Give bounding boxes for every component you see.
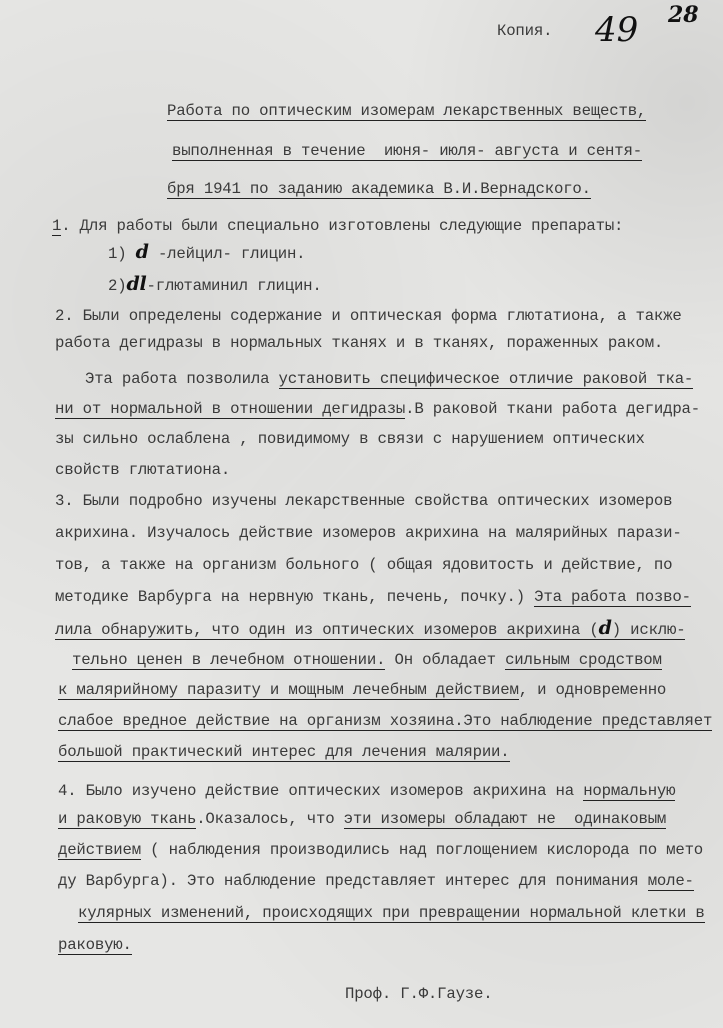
handwritten-annotation: d [135, 241, 149, 263]
underlined-text: к малярийному паразиту и мощным лечебным действием [58, 681, 519, 699]
text-segment: -глютаминил глицин. [146, 277, 322, 295]
text-line [58, 712, 712, 730]
text-segment: ду Варбурга). Это наблюдение представляет интерес для понимания [58, 872, 648, 890]
text-line [108, 275, 322, 295]
underlined-text: нормальную [583, 782, 676, 800]
text-line [58, 782, 675, 800]
underlined-text: ) исклю- [611, 621, 686, 639]
text-line [55, 307, 682, 325]
text-segment: . Для работы были специально изготовлены следующие препараты: [61, 217, 624, 235]
underlined-text: лила обнаружить, что один из оптических изомеров акрихина ( [55, 621, 599, 639]
text-line [58, 810, 666, 828]
underlined-text: ни от нормальной в отношении дегидразы [55, 400, 406, 418]
title-line-1 [167, 102, 646, 120]
text-segment: тов, а также на организм больного ( общая ядовитость и действие, по [55, 556, 673, 574]
text-segment: свойств глютатиона. [55, 461, 231, 479]
underlined-text: большой практический интерес для лечения малярии. [58, 743, 510, 761]
text-segment: 2. Были определены содержание и оптическая форма глютатиона, а также [55, 307, 682, 325]
text-line [58, 872, 694, 890]
underlined-text: выполненная в течение июня- июля- августа и сентя- [172, 142, 642, 160]
text-segment: -лейцил- глицин. [148, 245, 306, 263]
underlined-text: эти изомеры обладают не одинаковым [343, 810, 667, 828]
text-segment: 4. Было изучено действие оптических изомеров акрихина на [58, 782, 584, 800]
text-line [52, 217, 623, 235]
handwritten-annotation: dl [126, 273, 147, 295]
text-line [58, 841, 703, 859]
text-line [108, 243, 305, 263]
text-segment: Проф. Г.Ф.Гаузе. [345, 985, 493, 1003]
signature [345, 985, 492, 1003]
underlined-text: сильным сродством [505, 651, 662, 669]
underlined-text: действием [58, 841, 141, 859]
text-segment: Он обладает [385, 651, 506, 669]
text-line [55, 461, 230, 479]
text-segment: 3. Были подробно изучены лекарственные свойства оптических изомеров [55, 492, 673, 510]
text-segment: Копия. [497, 22, 553, 40]
title-line-3 [167, 180, 591, 198]
text-segment: 2) [108, 277, 127, 295]
underlined-text: кулярных изменений, происходящих при превращении нормальной клетки в [78, 904, 705, 922]
text-line [78, 904, 705, 922]
underlined-text: Эта работа позво- [534, 588, 691, 606]
text-segment: работа дегидразы в нормальных тканях и в тканях, пораженных раком. [55, 334, 664, 352]
text-segment: методике Варбурга на нервную ткань, печень, почку.) [55, 588, 535, 606]
underlined-text: слабое вредное действие на организм хозяина.Это наблюдение представляет [58, 712, 713, 730]
text-line [55, 430, 645, 448]
text-line [58, 936, 132, 954]
text-line [85, 370, 693, 388]
text-segment: ( наблюдения производились над поглощением кислорода по мето [140, 841, 703, 859]
text-line [55, 524, 682, 542]
text-line [55, 400, 700, 418]
text-segment: , и одновременно [518, 681, 667, 699]
text-segment: зы сильно ослаблена , повидимому в связи с нарушением оптических [55, 430, 645, 448]
handwritten-annotation: d [598, 617, 612, 639]
text-line [55, 619, 685, 639]
text-line [58, 681, 666, 699]
text-segment: акрихина. Изучалось действие изомеров акрихина на малярийных парази- [55, 524, 682, 542]
copy-label [497, 22, 552, 40]
text-line [55, 492, 672, 510]
underlined-text: бря 1941 по заданию академика В.И.Вернадского. [167, 180, 591, 198]
handwritten-corner-number: 28 [668, 2, 699, 28]
underlined-text: раковую. [58, 936, 132, 954]
text-line [55, 556, 672, 574]
text-line [58, 743, 510, 761]
text-segment: 1) [108, 245, 136, 263]
handwritten-sheet-number: 49 [595, 10, 639, 50]
underlined-text: Работа по оптическим изомерам лекарственных веществ, [167, 102, 647, 120]
text-segment: Эта работа позволила [85, 370, 279, 388]
title-line-2 [172, 142, 642, 160]
underlined-text: 1 [52, 217, 62, 235]
underlined-text: и раковую ткань [58, 810, 197, 828]
text-segment: .В раковой ткани работа дегидра- [405, 400, 700, 418]
text-line [55, 588, 691, 606]
underlined-text: тельно ценен в лечебном отношении. [72, 651, 386, 669]
text-line [55, 334, 663, 352]
underlined-text: установить специфическое отличие раковой тка- [278, 370, 694, 388]
text-segment: .Оказалось, что [196, 810, 344, 828]
text-line [72, 651, 662, 669]
underlined-text: моле- [647, 872, 694, 890]
